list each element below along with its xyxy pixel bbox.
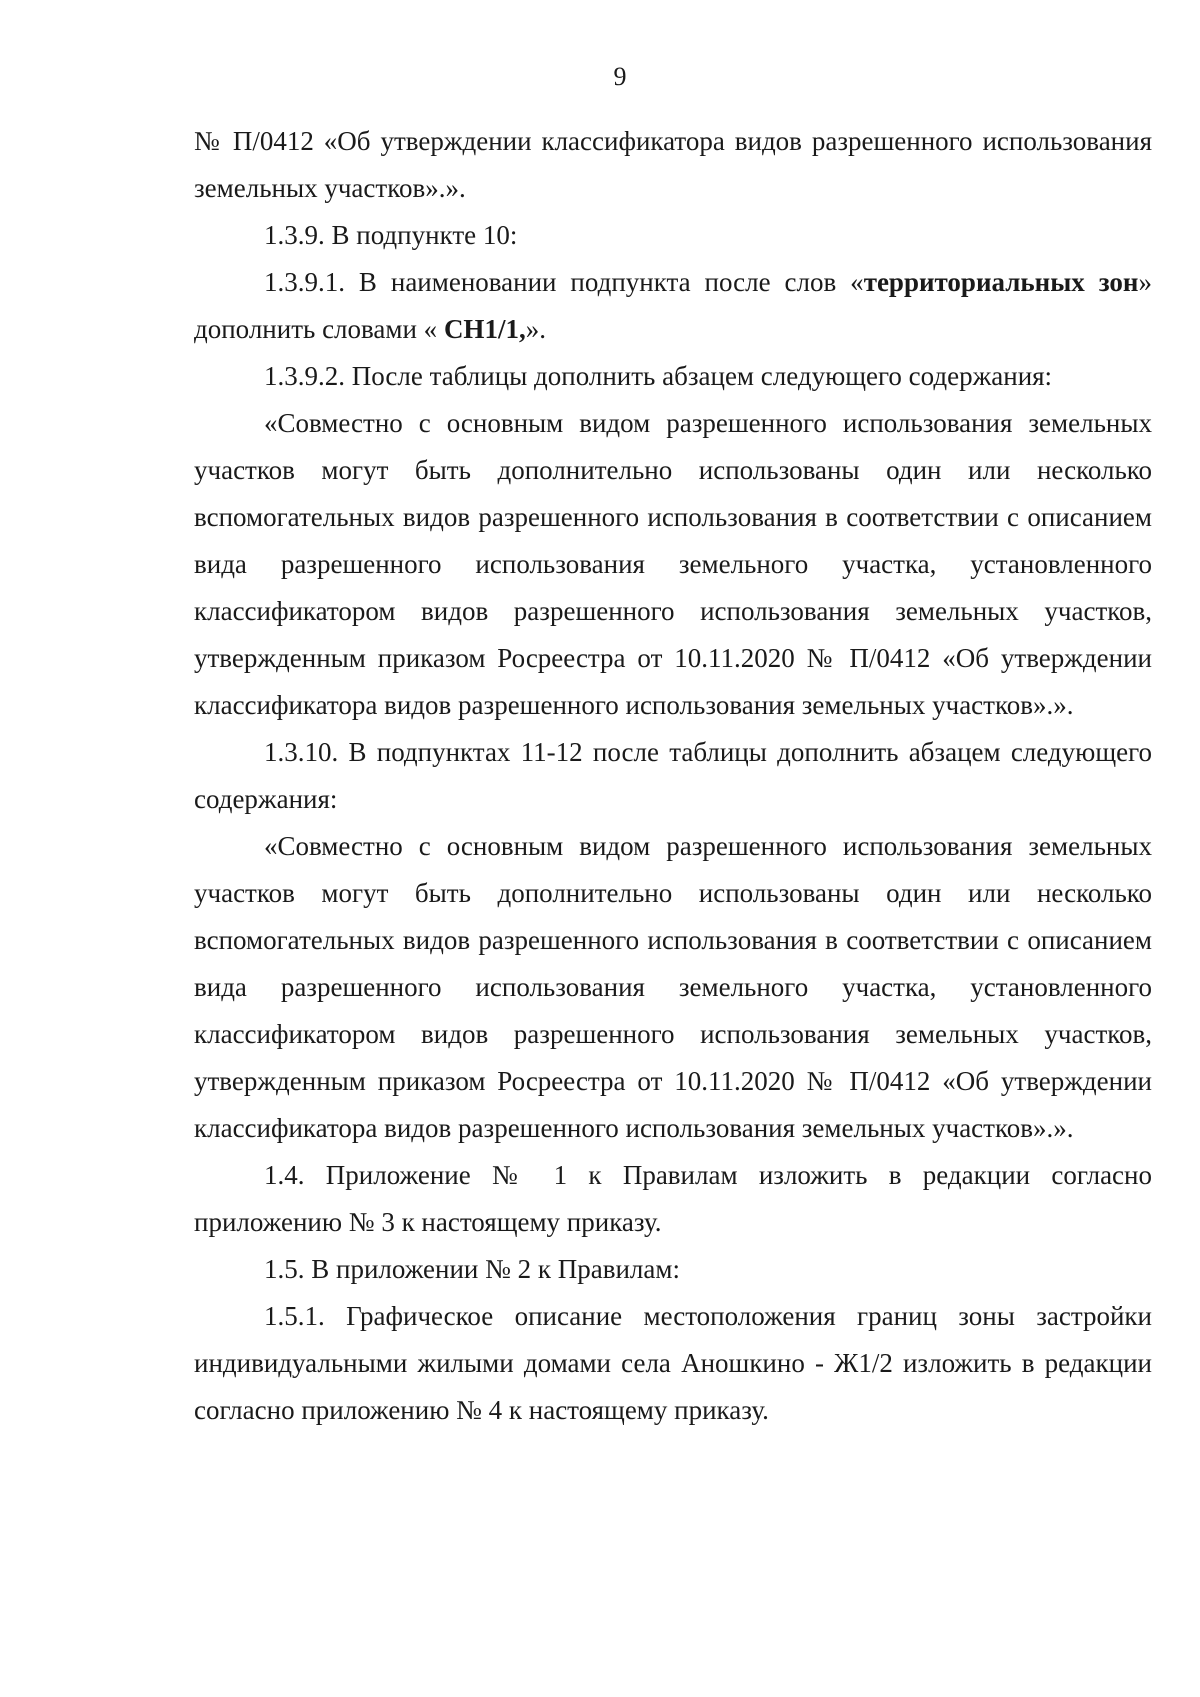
text-segment: » дополнить словами « — [194, 267, 1152, 344]
paragraph-continuation: № П/0412 «Об утверждении классификатора видов разрешенного использования земельных участков».». — [194, 126, 1152, 203]
paragraph-1-3-9-1 — [194, 259, 1152, 353]
paragraph-quote-1: «Совместно с основным видом разрешенного использования земельных участков могут быть дополнительно использованы один или несколько вспомогательных видов разрешенного использования в соответствии с описанием вида разрешенного использования земельного участка, установленного классификатором видов разрешенного использования земельных участков, утвержденным приказом Росреестра от 10.11.2020 № П/0412 «Об утверждении классификатора видов разрешенного использования земельных участков».». — [194, 408, 1152, 720]
document-body — [194, 118, 1152, 1434]
paragraph-1-5-1: 1.5.1. Графическое описание местоположения границ зоны застройки индивидуальными жилыми домами села Аношкино - Ж1/2 изложить в редакции согласно приложению № 4 к настоящему приказу. — [194, 1301, 1152, 1425]
page-number: 9 — [613, 62, 627, 91]
paragraph-1-3-9: 1.3.9. В подпункте 10: — [264, 220, 518, 250]
bold-text-zones: территориальных зон — [863, 267, 1139, 297]
text-segment: ». — [525, 314, 546, 344]
paragraph-1-3-9-2: 1.3.9.2. После таблицы дополнить абзацем следующего содержания: — [264, 361, 1053, 391]
paragraph-1-5: 1.5. В приложении № 2 к Правилам: — [264, 1254, 680, 1284]
text-segment: 1.3.9.1. В наименовании подпункта после слов « — [264, 267, 864, 297]
paragraph-1-4: 1.4. Приложение № 1 к Правилам изложить в редакции согласно приложению № 3 к настоящему приказу. — [194, 1160, 1152, 1237]
paragraph-1-3-10: 1.3.10. В подпунктах 11-12 после таблицы дополнить абзацем следующего содержания: — [194, 737, 1152, 814]
bold-text-zone-code: СН1/1, — [443, 314, 526, 344]
paragraph-quote-2: «Совместно с основным видом разрешенного использования земельных участков могут быть дополнительно использованы один или несколько вспомогательных видов разрешенного использования в соответствии с описанием вида разрешенного использования земельного участка, установленного классификатором видов разрешенного использования земельных участков, утвержденным приказом Росреестра от 10.11.2020 № П/0412 «Об утверждении классификатора видов разрешенного использования земельных участков».». — [194, 831, 1152, 1143]
